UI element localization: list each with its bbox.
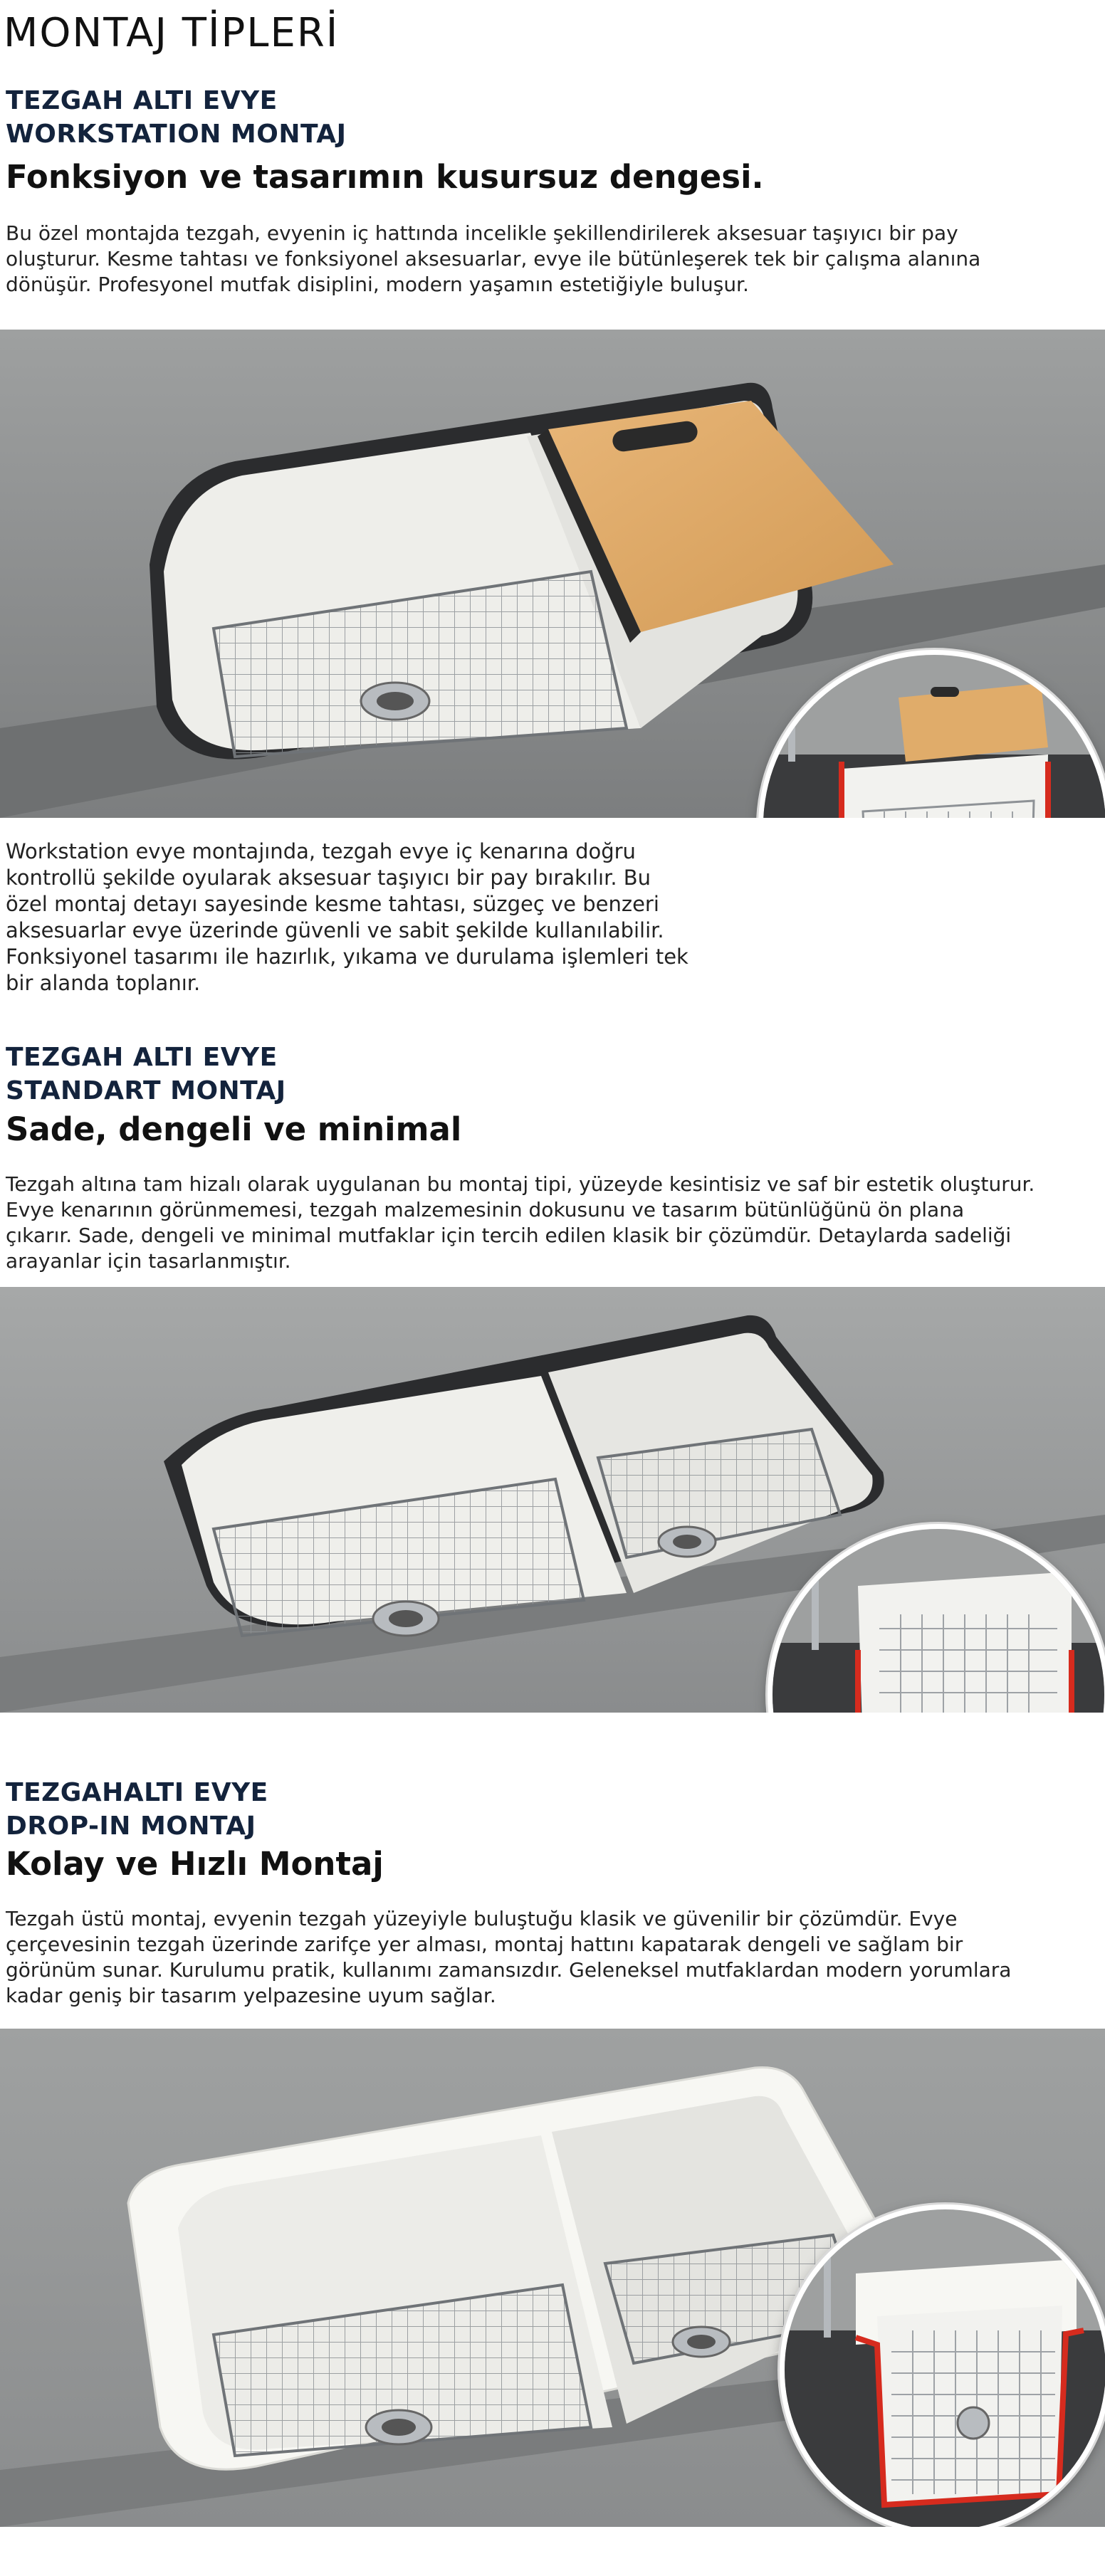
- section-3-paragraph-line: Tezgah üstü montaj, evyenin tezgah yüzeyiyle buluştuğu klasik ve güvenilir bir çözümdür. Evye: [6, 1907, 958, 1930]
- section-2-subtitle: Sade, dengeli ve minimal: [6, 1110, 462, 1148]
- dropin-detail-illustration: [785, 2209, 1105, 2527]
- section-2-heading-line1: TEZGAH ALTI EVYE: [6, 1043, 278, 1072]
- section-1-paragraph: [6, 221, 980, 298]
- section-1-paragraph-line: Bu özel montajda tezgah, evyenin iç hattında incelikle şekillendirilerek aksesuar taşıyıcı bir pay: [6, 221, 958, 245]
- section-1-heading-line1: TEZGAH ALTI EVYE: [6, 86, 278, 115]
- page-title: MONTAJ TİPLERİ: [4, 10, 340, 56]
- section-3-heading-line1: TEZGAHALTI EVYE: [6, 1778, 268, 1807]
- section-2-paragraph-line: Tezgah altına tam hizalı olarak uygulanan bu montaj tipi, yüzeyde kesintisiz ve saf bir estetik oluşturur.: [6, 1172, 1035, 1196]
- section-3-paragraph-line: görünüm sunar. Kurulumu pratik, kullanımı zamansızdır. Geleneksel mutfaklardan modern yorumlara: [6, 1958, 1012, 1982]
- section-1-detail-line: kontrollü şekilde oyularak aksesuar taşıyıcı bir pay bırakılır. Bu: [6, 866, 651, 890]
- section-1-detail-line: Fonksiyonel tasarımı ile hazırlık, yıkama ve durulama işlemleri tek: [6, 945, 688, 969]
- section-1-detail-text: [6, 838, 688, 997]
- section-3-heading-line2: DROP-IN MONTAJ: [6, 1812, 256, 1841]
- section-3-paragraph-line: çerçevesinin tezgah üzerinde zarifçe yer alması, montaj hattını kapatarak dengeli ve sağlam bir: [6, 1933, 963, 1956]
- section-3-paragraph: [6, 1906, 1011, 2009]
- section-2-paragraph-line: çıkarır. Sade, dengeli ve minimal mutfaklar için tercih edilen klasik bir çözümdür. Detaylarda sadeliği: [6, 1224, 1012, 1247]
- standard-sink-photo: [0, 1287, 1105, 1713]
- section-1-detail-line: aksesuarlar evye üzerinde güvenli ve sabit şekilde kullanılabilir.: [6, 918, 664, 942]
- section-2-paragraph: [6, 1172, 1035, 1274]
- section-2-paragraph-line: Evye kenarının görünmemesi, tezgah malzemesinin dokusunu ve tasarım bütünlüğünü ön plana: [6, 1198, 965, 1221]
- section-1-paragraph-line: dönüşür. Profesyonel mutfak disiplini, modern yaşamın estetiğiyle buluşur.: [6, 273, 749, 296]
- section-3-heading: [6, 1776, 268, 1843]
- section-1-detail-line: bir alanda toplanır.: [6, 971, 201, 995]
- workstation-sink-photo: [0, 330, 1105, 818]
- section-3-paragraph-line: kadar geniş bir tasarım yelpazesine uyum sağlar.: [6, 1984, 496, 2007]
- section-1-heading: [6, 84, 346, 151]
- section-2-heading: [6, 1041, 286, 1108]
- dropin-detail-inset: [780, 2204, 1105, 2527]
- section-1-detail-line: Workstation evye montajında, tezgah evye iç kenarına doğru: [6, 839, 636, 863]
- section-2-heading-line2: STANDART MONTAJ: [6, 1076, 286, 1105]
- dropin-sink-photo: [0, 2029, 1105, 2527]
- section-1-subtitle: Fonksiyon ve tasarımın kusursuz dengesi.: [6, 158, 764, 196]
- section-3-subtitle: Kolay ve Hızlı Montaj: [6, 1845, 384, 1883]
- section-1-detail-line: özel montaj detayı sayesinde kesme tahtası, süzgeç ve benzeri: [6, 892, 659, 916]
- section-2-paragraph-line: arayanlar için tasarlanmıştır.: [6, 1249, 291, 1273]
- section-1-paragraph-line: oluşturur. Kesme tahtası ve fonksiyonel aksesuarlar, evye ile bütünleşerek tek bir çalışma alanına: [6, 247, 981, 270]
- section-1-heading-line2: WORKSTATION MONTAJ: [6, 120, 347, 149]
